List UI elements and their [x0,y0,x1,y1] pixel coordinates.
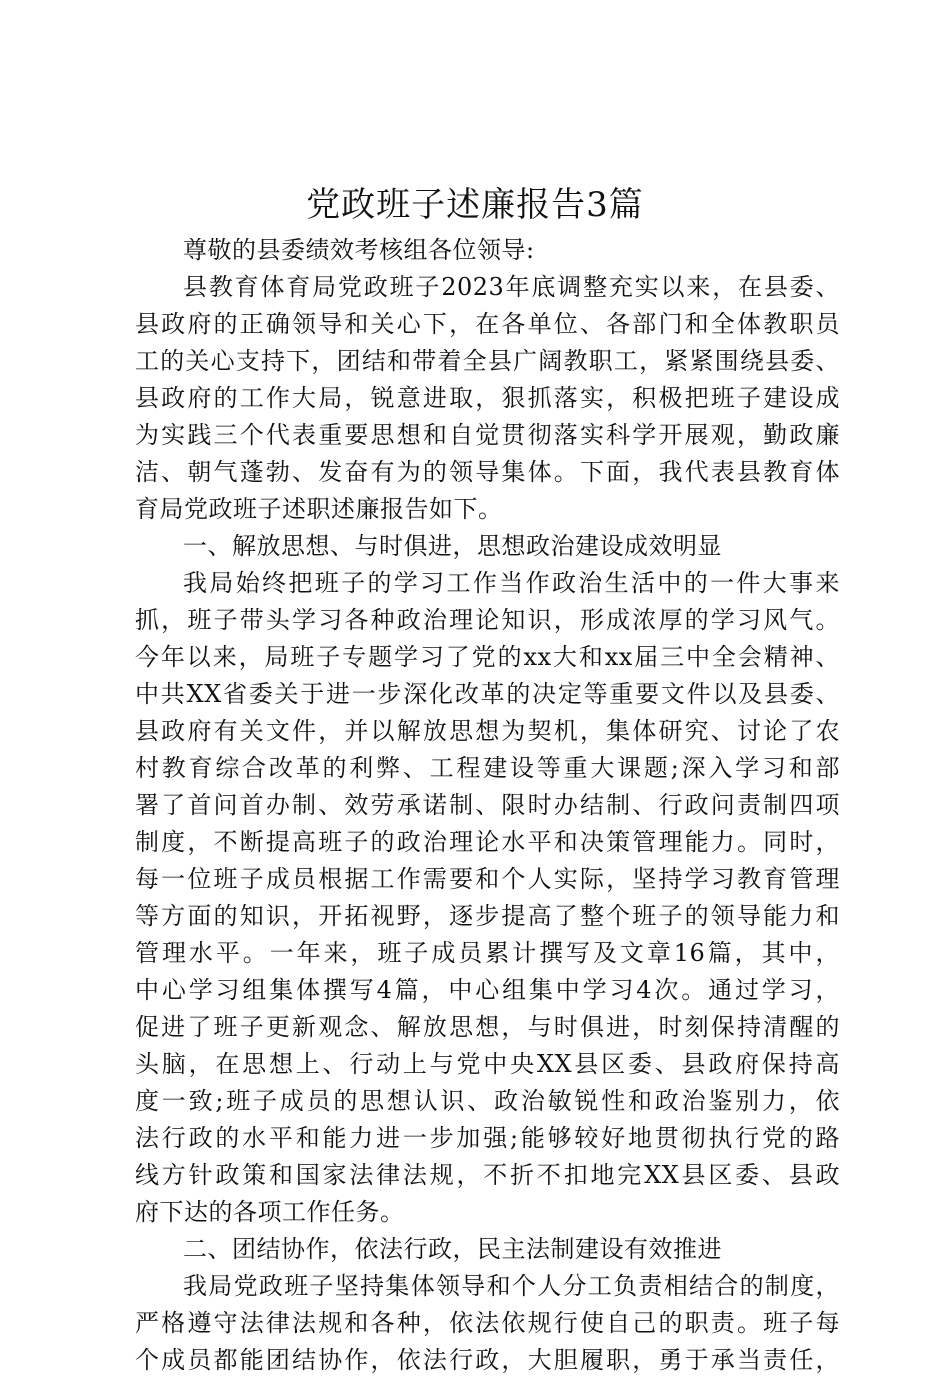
text-line: 等方面的知识，开拓视野，逐步提高了整个班子的领导能力和 [135,902,840,930]
document-title: 党政班子述廉报告3篇 [306,185,644,225]
text-line: 管理水平。一年来，班子成员累计撰写及文章16篇，其中， [135,939,840,967]
text-line: 尊敬的县委绩效考核组各位领导: [183,236,535,264]
text-line: 县教育体育局党政班子2023年底调整充实以来，在县委、 [183,273,840,301]
text-line: 促进了班子更新观念、解放思想，与时俱进，时刻保持清醒的 [135,1013,840,1041]
text-line: 度一致;班子成员的思想认识、政治敏锐性和政治鉴别力，依 [135,1087,840,1115]
text-line: 县政府的正确领导和关心下，在各单位、各部门和全体教职员 [135,310,840,338]
text-line: 洁、朝气蓬勃、发奋有为的领导集体。下面，我代表县教育体 [135,458,840,486]
text-line: 村教育综合改革的利弊、工程建设等重大课题;深入学习和部 [135,754,840,782]
text-line: 法行政的水平和能力进一步加强;能够较好地贯彻执行党的路 [135,1124,840,1152]
document-body [135,232,840,1379]
text-line: 署了首问首办制、效劳承诺制、限时办结制、行政问责制四项 [135,791,840,819]
text-line: 我局党政班子坚持集体领导和个人分工负责相结合的制度， [183,1272,840,1300]
text-line: 我局始终把班子的学习工作当作政治生活中的一件大事来 [183,569,840,597]
text-line: 制度，不断提高班子的政治理论水平和决策管理能力。同时， [135,828,840,856]
text-line: 头脑，在思想上、行动上与党中央XX县区委、县政府保持高 [135,1050,840,1078]
text-line: 抓，班子带头学习各种政治理论知识，形成浓厚的学习风气。 [135,606,840,634]
text-line: 为实践三个代表重要思想和自觉贯彻落实科学开展观，勤政廉 [135,421,840,449]
text-line: 今年以来，局班子专题学习了党的xx大和xx届三中全会精神、 [135,643,840,671]
text-line: 每一位班子成员根据工作需要和个人实际，坚持学习教育管理 [135,865,840,893]
text-line: 中心学习组集体撰写4篇，中心组集中学习4次。通过学习， [135,976,840,1004]
text-line: 县政府的工作大局，锐意进取，狠抓落实，积极把班子建设成 [135,384,840,412]
text-line: 严格遵守法律法规和各种，依法依规行使自己的职责。班子每 [135,1309,840,1337]
text-line: 府下达的各项工作任务。 [135,1198,405,1226]
text-line: 个成员都能团结协作，依法行政，大胆履职，勇于承当责任， [135,1346,840,1374]
text-line: 一、解放思想、与时俱进，思想政治建设成效明显 [183,532,722,560]
text-line: 工的关心支持下，团结和带着全县广阔教职工，紧紧围绕县委、 [135,347,840,375]
text-line: 育局党政班子述职述廉报告如下。 [135,495,503,523]
text-line: 线方针政策和国家法律法规，不折不扣地完XX县区委、县政 [135,1161,840,1189]
text-line: 二、团结协作，依法行政，民主法制建设有效推进 [183,1235,722,1263]
text-line: 中共XX省委关于进一步深化改革的决定等重要文件以及县委、 [135,680,840,708]
text-line: 县政府有关文件，并以解放思想为契机，集体研究、讨论了农 [135,717,840,745]
